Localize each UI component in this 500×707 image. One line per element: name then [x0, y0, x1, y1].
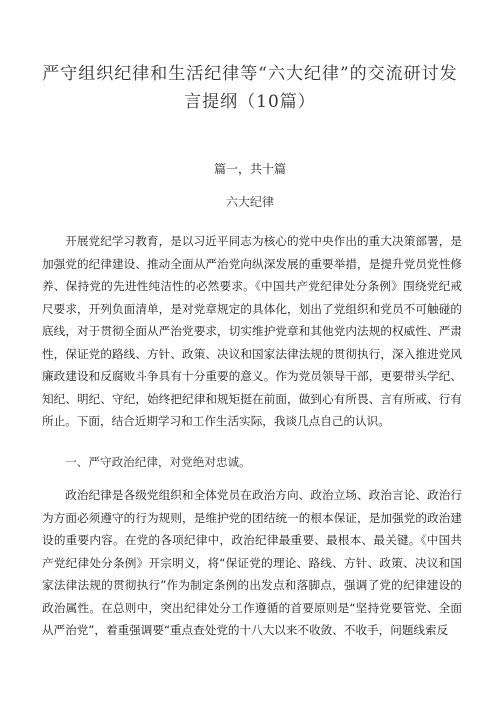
sub-heading: 六大纪律: [225, 195, 274, 209]
document-title: 严守组织纪律和生活纪律等“六大纪律”的交流研讨发言提纲（10篇）: [42, 64, 458, 112]
intro-paragraph: 开展党纪学习教育，是以习近平同志为核心的党中央作出的重大决策部署，是加强党的纪律建设、推动全面从严治党向纵深发展的重要举措，是提升党员党性修养、保持党的先进性纯洁性的必然要求。《中国共产党纪律处分条例》围绕党纪戒尺要求，开列负面清单，是对党章规定的具体化，划出了党组织和党员不可触碰的底线，对于贯彻全面从严治党要求，切实维护党章和其他党内法规的权威性、严肃性，保证党的路线、方针、政策、决议和国家法律法规的贯彻执行，深入推进党风廉政建设和反腐败斗争具有十分重要的意义。作为党员领导干部，更要带头学纪、知纪、明纪、守纪，始终把纪律和规矩挺在前面，做到心有所畏、言有所戒、行有所止。下面，结合近期学习和工作生活实际，我谈几点自己的认识。: [42, 234, 462, 428]
section-heading: 一、严守政治纪律，对党绝对忠诚。: [65, 455, 251, 469]
body-paragraph: 政治纪律是各级党组织和全体党员在政治方向、政治立场、政治言论、政治行为方面必须遵守的行为规则，是维护党的团结统一的根本保证，是加强党的政治建设的重要内容。在党的各项纪律中，政治纪律最重要、最根本、最关键。《中国共产党纪律处分条例》开宗明义，将“保证党的理论、路线、方针、政策、决议和国家法律法规的贯彻执行”作为制定条例的出发点和落脚点，强调了党的纪律建设的政治属性。在总则中，突出纪律处分工作遵循的首要原则是“坚持党要管党、全面从严治党”，着重强调要“重点查处党的十八大以来不收敛、不收手，问题线索反: [42, 488, 462, 637]
part-heading: 篇一，共十篇: [213, 162, 286, 176]
